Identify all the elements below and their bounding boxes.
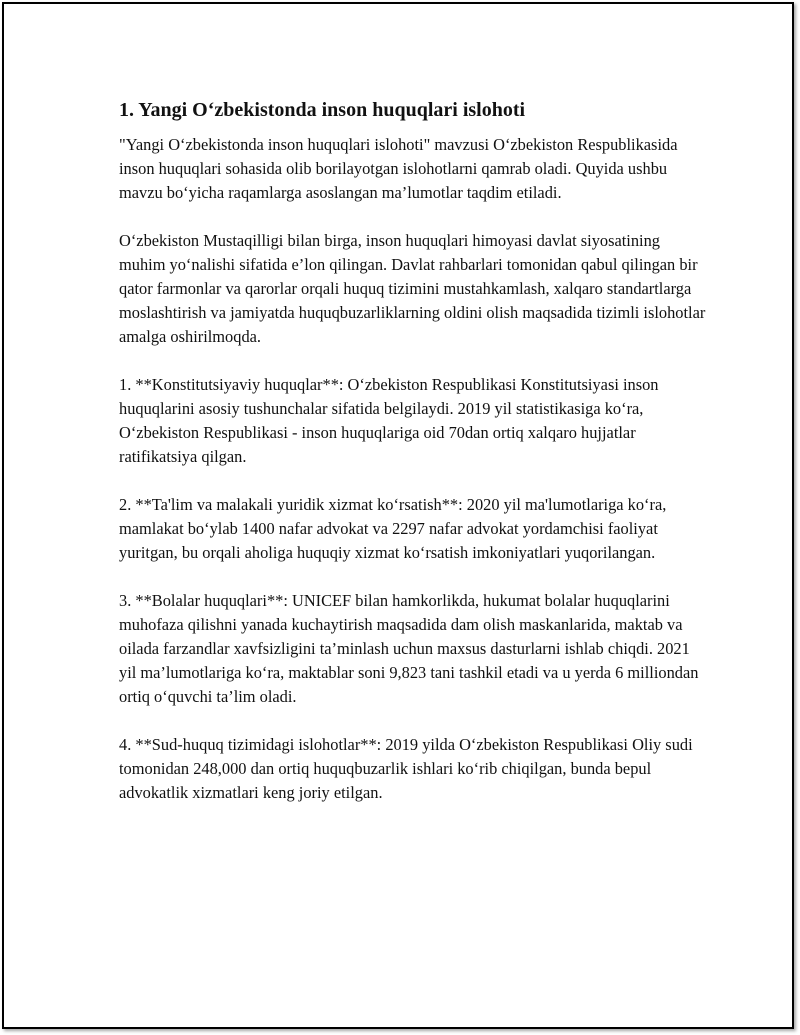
list-item-legal-services: 2. **Ta'lim va malakali yuridik xizmat ko‘rsatish**: 2020 yil ma'lumotlariga ko‘ra, mamlakat bo‘ylab 1400 nafar advokat va 2297 nafar advokat yordamchisi faoliyat yuritgan, bu orqali aholiga huquqiy xizmat ko‘rsatish imkoniyatlari yuqorilangan. <box>119 495 667 562</box>
list-item-child-rights: 3. **Bolalar huquqlari**: UNICEF bilan hamkorlikda, hukumat bolalar huquqlarini muhofaza qilishni yanada kuchaytirish maqsadida dam olish maskanlarida, maktab va oilada farzandlar xavfsizligini ta’minlash uchun maxsus dasturlarni ishlab chiqdi. 2021 yil ma’lumotlariga ko‘ra, maktablar soni 9,823 tani tashkil etadi va u yerda 6 milliondan ortiq o‘quvchi ta’lim oladi. <box>119 591 699 706</box>
list-item-judicial-reforms: 4. **Sud-huquq tizimidagi islohotlar**: 2019 yilda O‘zbekiston Respublikasi Oliy sudi tomonidan 248,000 dan ortiq huquqbuzarlik ishlari ko‘rib chiqilgan, bunda bepul advokatlik xizmatlari keng joriy etilgan. <box>119 735 693 802</box>
background-paragraph: O‘zbekiston Mustaqilligi bilan birga, inson huquqlari himoyasi davlat siyosatining muhim yo‘nalishi sifatida e’lon qilingan. Davlat rahbarlari tomonidan qabul qilingan bir qator farmonlar va qarorlar orqali huquq tizimini mustahkamlash, xalqaro standartlarga moslashtirish va jamiyatda huquqbuzarliklarning oldini olish maqsadida tizimli islohotlar amalga oshirilmoqda. <box>119 231 706 346</box>
list-item-constitutional-rights: 1. **Konstitutsiyaviy huquqlar**: O‘zbekiston Respublikasi Konstitutsiyasi inson huquqlarini asosiy tushunchalar sifatida belgilaydi. 2019 yil statistikasiga ko‘ra, O‘zbekiston Respublikasi - inson huquqlariga oid 70dan ortiq xalqaro hujjatlar ratifikatsiya qilgan. <box>119 375 659 466</box>
document-body <box>119 97 709 829</box>
document-page <box>2 2 794 1029</box>
intro-paragraph: "Yangi O‘zbekistonda inson huquqlari islohoti" mavzusi O‘zbekiston Respublikasida inson huquqlari sohasida olib borilayotgan islohotlarni qamrab oladi. Quyida ushbu mavzu bo‘yicha raqamlarga asoslangan ma’lumotlar taqdim etiladi. <box>119 135 678 202</box>
document-title: 1. Yangi O‘zbekistonda inson huquqlari islohoti <box>119 99 526 121</box>
